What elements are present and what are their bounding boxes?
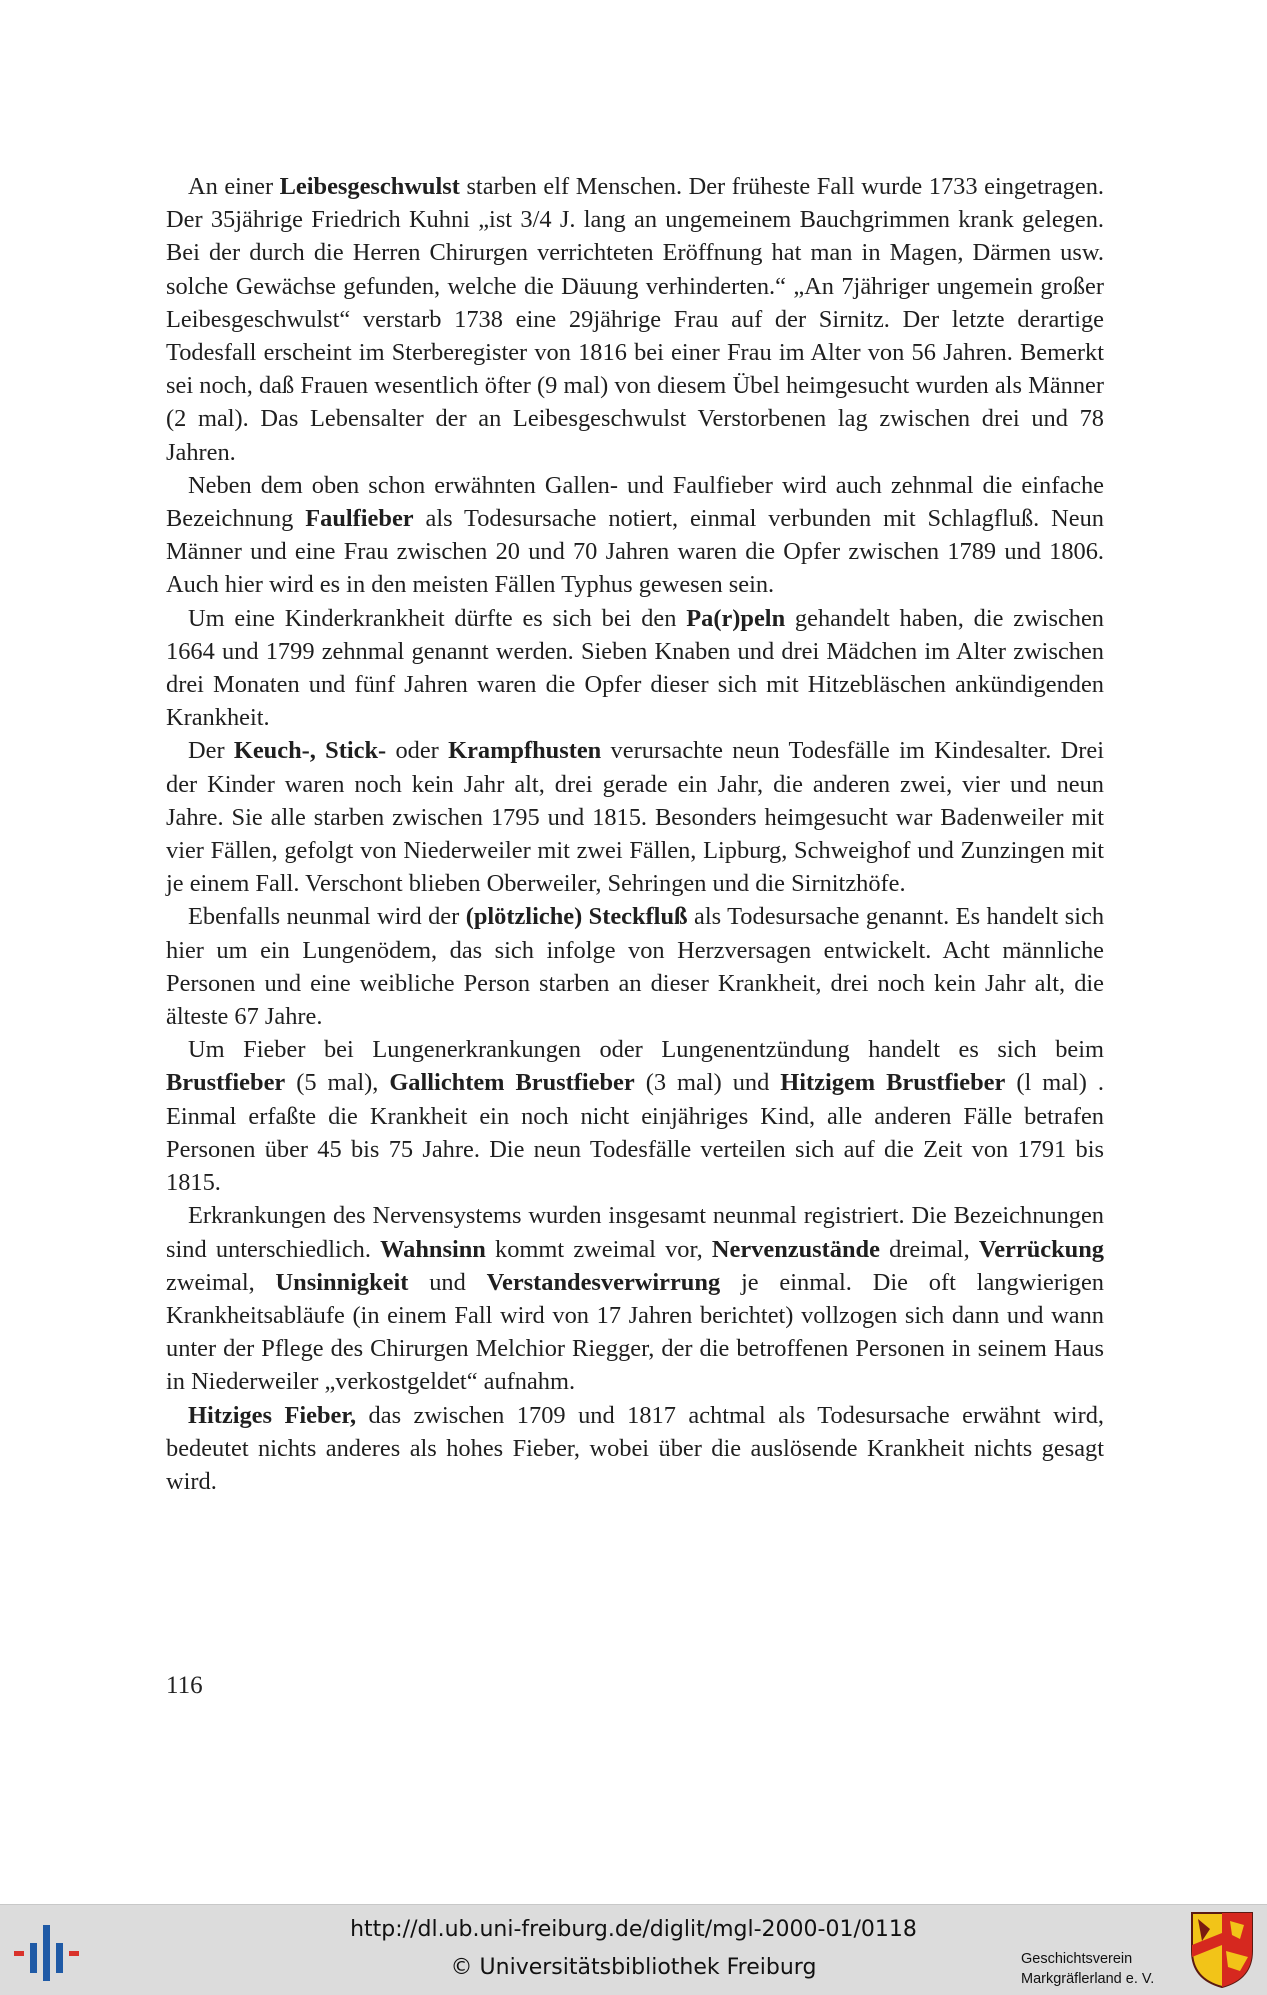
paragraph [166, 900, 1104, 1033]
text-run: Um eine Kinderkrankheit dürfte es sich bei den [188, 604, 687, 632]
text-run: verursachte neun Todesfälle im Kindesalter. Drei der Kinder waren noch kein Jahr alt, drei gerade ein Jahr, die anderen zwei, vier und neun Jahre. Sie alle starben zwischen 1795 und 1815. Besonders heimgesucht war Badenweiler mit vier Fällen, gefolgt von Niederweiler mit zwei Fällen, Lipburg, Schweighof und Zunzingen mit je einem Fall. Verschont blieben Oberweiler, Sehringen und die Sirnitzhöfe. [166, 737, 1104, 898]
bold-term: Hitziges Fieber, [188, 1401, 357, 1429]
text-run: zweimal, [166, 1268, 276, 1296]
text-run: Erkrankungen des Nervensystems wurden insgesamt neunmal registriert. Die Bezeichnungen sind unterschiedlich. [166, 1202, 1104, 1263]
text-run: starben elf Menschen. Der früheste Fall wurde 1733 eingetragen. Der 35jährige Friedrich Kuhni „ist 3/4 J. lang an ungemeinem Bauchgrimmen krank gelegen. Bei der durch die Herren Chirurgen verrichteten Eröffnung hat man in Magen, Därmen usw. solche Gewächse gefunden, welche die Däuung verhinderten.“ „An 7jähriger ungemein großer Leibesgeschwulst“ verstarb 1738 eine 29jährige Frau auf der Sirnitz. Der letzte derartige Todesfall erscheint im Sterberegister von 1816 bei einer Frau im Alter von 56 Jahren. Bemerkt sei noch, daß Frauen wesentlich öfter (9 mal) von diesem Übel heimgesucht wurden als Männer (2 mal). Das Lebensalter der an Leibesgeschwulst Verstorbenen lag zwischen drei und 78 Jahren. [166, 173, 1104, 466]
body-text [166, 170, 1104, 1498]
text-run: dreimal, [879, 1235, 979, 1263]
text-run: als Todesursache genannt. Es handelt sich hier um ein Lungenödem, das sich infolge von Herzversagen entwickelt. Acht männliche Personen und eine weibliche Person starben an dieser Krankheit, drei noch kein Jahr alt, die älteste 67 Jahre. [166, 903, 1105, 1031]
paragraph [166, 1033, 1104, 1199]
text-run: das zwischen 1709 und 1817 achtmal als Todesursache erwähnt wird, bedeutet nichts anderes als hohes Fieber, wobei über die auslösende Krankheit nichts gesagt wird. [166, 1401, 1104, 1495]
paragraph [166, 1199, 1104, 1398]
text-run: oder [386, 737, 449, 765]
footer-url-link[interactable]: http://dl.ub.uni-freiburg.de/diglit/mgl-2000-01/0118 [350, 1917, 917, 1942]
bold-term: Pa(r)peln [686, 604, 786, 632]
text-run: Der [188, 737, 234, 765]
text-run: (5 mal), [285, 1069, 390, 1097]
bold-term: Verstandesverwirrung [486, 1268, 721, 1296]
text-run: Um Fieber bei Lungenerkrankungen oder Lungenentzündung handelt es sich beim [188, 1036, 1104, 1064]
coat-of-arms-icon[interactable] [1190, 1911, 1254, 1989]
society-name [1021, 1949, 1154, 1989]
society-name-line1: Geschichtsverein [1021, 1951, 1133, 1967]
bold-term: Unsinnigkeit [275, 1268, 409, 1296]
bold-term: Krampfhusten [448, 737, 602, 765]
bold-term: Faulfieber [305, 505, 414, 533]
text-run: und [408, 1268, 487, 1296]
paragraph [166, 602, 1104, 735]
paragraph [166, 734, 1104, 900]
bold-term: (plötzliche) Steckfluß [465, 903, 688, 931]
text-run: (l mal) . Einmal erfaßte die Krankheit ein noch nicht einjähriges Kind, alle anderen Fälle betrafen Personen über 45 bis 75 Jahre. Die neun Todesfälle verteilen sich auf die Zeit von 1791 bis 1815. [166, 1069, 1105, 1197]
page-number: 116 [166, 1672, 203, 1699]
bold-term: Leibesgeschwulst [279, 173, 460, 200]
paragraph [166, 469, 1104, 602]
bold-term: Hitzigem Brustfieber [780, 1069, 1006, 1097]
footer-bar [0, 1904, 1267, 1995]
bold-term: Nervenzustände [711, 1235, 880, 1263]
text-run: Ebenfalls neunmal wird der [188, 903, 466, 931]
paragraph [166, 1399, 1104, 1499]
bold-term: Wahnsinn [380, 1235, 486, 1263]
bold-term: Keuch-, Stick- [233, 737, 387, 765]
text-run: kommt zweimal vor, [485, 1235, 712, 1263]
text-run: als Todesursache notiert, einmal verbunden mit Schlagfluß. Neun Männer und eine Frau zwischen 20 und 70 Jahren waren die Opfer zwischen 1789 und 1806. Auch hier wird es in den meisten Fällen Typhus gewesen sein. [166, 505, 1104, 599]
society-name-line2: Markgräflerland e. V. [1021, 1971, 1155, 1987]
text-run: (3 mal) und [634, 1069, 781, 1097]
bold-term: Brustfieber [166, 1069, 286, 1097]
bold-term: Gallichtem Brustfieber [389, 1069, 635, 1097]
text-run: An einer [188, 173, 280, 200]
footer-copyright: © Universitätsbibliothek Freiburg [450, 1955, 817, 1980]
bold-term: Verrückung [978, 1235, 1104, 1263]
text-run: gehandelt haben, die zwischen 1664 und 1799 zehnmal genannt werden. Sieben Knaben und drei Mädchen im Alter zwischen drei Monaten und fünf Jahren waren die Opfer dieser sich mit Hitzebläschen ankündigenden Krankheit. [166, 604, 1104, 732]
text-run: je einmal. Die oft langwierigen Krankheitsabläufe (in einem Fall wird von 17 Jahren berichtet) vollzogen sich dann und wann unter der Pflege des Chirurgen Melchior Riegger, der die betroffenen Personen in seinem Haus in Niederweiler „verkostgeldet“ aufnahm. [166, 1268, 1104, 1396]
text-run: Neben dem oben schon erwähnten Gallen- und Faulfieber wird auch zehnmal die einfache Bezeichnung [166, 471, 1104, 533]
paragraph [166, 170, 1104, 469]
